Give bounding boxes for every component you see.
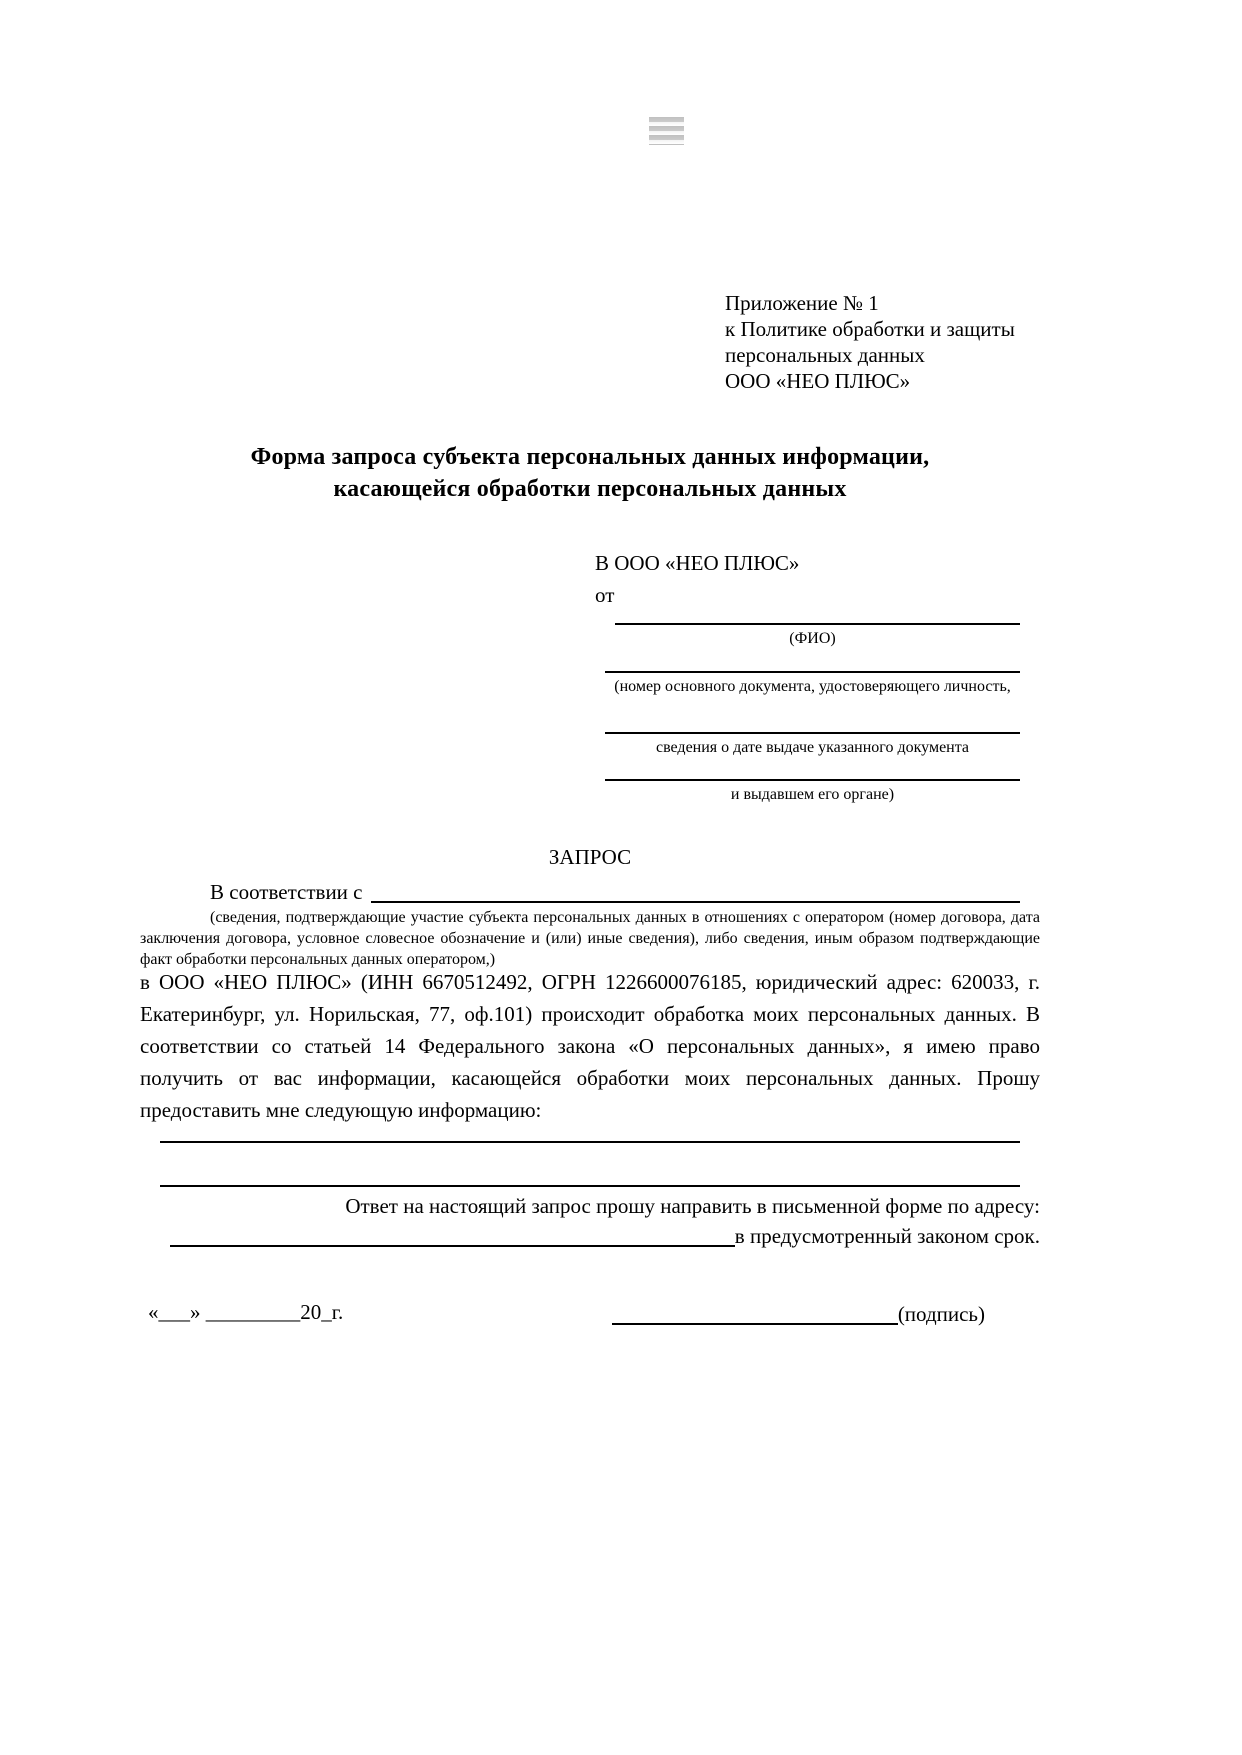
fio-caption: (ФИО) <box>789 630 836 647</box>
document-title <box>140 441 1040 505</box>
intro-prefix: В соответствии с <box>210 880 363 904</box>
fio-fill-line <box>615 623 1020 625</box>
reply-instruction: Ответ на настоящий запрос прошу направить в письменной форме по адресу: <box>345 1194 1040 1218</box>
addressee-from-label: от <box>595 583 615 607</box>
document-title-line2: касающейся обработки персональных данных <box>333 476 847 502</box>
issue-date-caption: сведения о дате выдаче указанного документа <box>655 739 970 756</box>
reply-address-row <box>170 1222 1040 1250</box>
intro-footnote: (сведения, подтверждающие участие субъекта персональных данных в отношениях с оператором (номер договора, дата заключения договора, условное словесное обозначение и (или) иные сведения), либо сведения, иным образом подтверждающие факт обработки персональных данных оператором,) <box>140 909 1040 968</box>
reply-suffix: в предусмотренный законом срок. <box>734 1224 1040 1248</box>
appendix-line: ООО «НЕО ПЛЮС» <box>725 369 911 393</box>
request-body: в ООО «НЕО ПЛЮС» (ИНН 6670512492, ОГРН 1226600076185, юридический адрес: 620033, г. Екатеринбург, ул. Норильская, 77, оф.101) происходит обработка моих персональных данных. В соответствии со статьей 14 Федерального закона «О персональных данных», я имею право получить от вас информации, касающейся обработки моих персональных данных. Прошу предоставить мне следующую информацию: <box>140 970 1040 1122</box>
signature-fill-line <box>612 1323 898 1325</box>
signature-row <box>612 1300 985 1328</box>
document-number-caption: (номер основного документа, удостоверяющего личность, <box>614 678 1011 695</box>
small-image-placeholder <box>649 117 684 145</box>
issue-date-fill-line <box>605 732 1020 734</box>
issuing-authority-caption: и выдавшем его органе) <box>730 786 895 803</box>
document-number-fill-line <box>605 671 1020 673</box>
address-fill-line <box>170 1245 735 1247</box>
signature-caption: (подпись) <box>897 1302 985 1326</box>
date-fill-line: «___» _________20_г. <box>148 1300 344 1324</box>
document-title-line1: Форма запроса субъекта персональных данных информации, <box>250 444 930 470</box>
issuing-authority-fill-line <box>605 779 1020 781</box>
info-request-fill-line-1 <box>160 1141 1020 1143</box>
appendix-line: к Политике обработки и защиты <box>725 317 1015 341</box>
appendix-line: Приложение № 1 <box>725 291 879 315</box>
intro-row <box>140 878 1020 906</box>
appendix-line: персональных данных <box>725 343 925 367</box>
request-heading: ЗАПРОС <box>548 845 632 869</box>
addressee-organization: В ООО «НЕО ПЛЮС» <box>595 551 800 575</box>
appendix-block <box>725 290 1015 394</box>
info-request-fill-line-2 <box>160 1185 1020 1187</box>
basis-fill-line <box>371 901 1021 903</box>
